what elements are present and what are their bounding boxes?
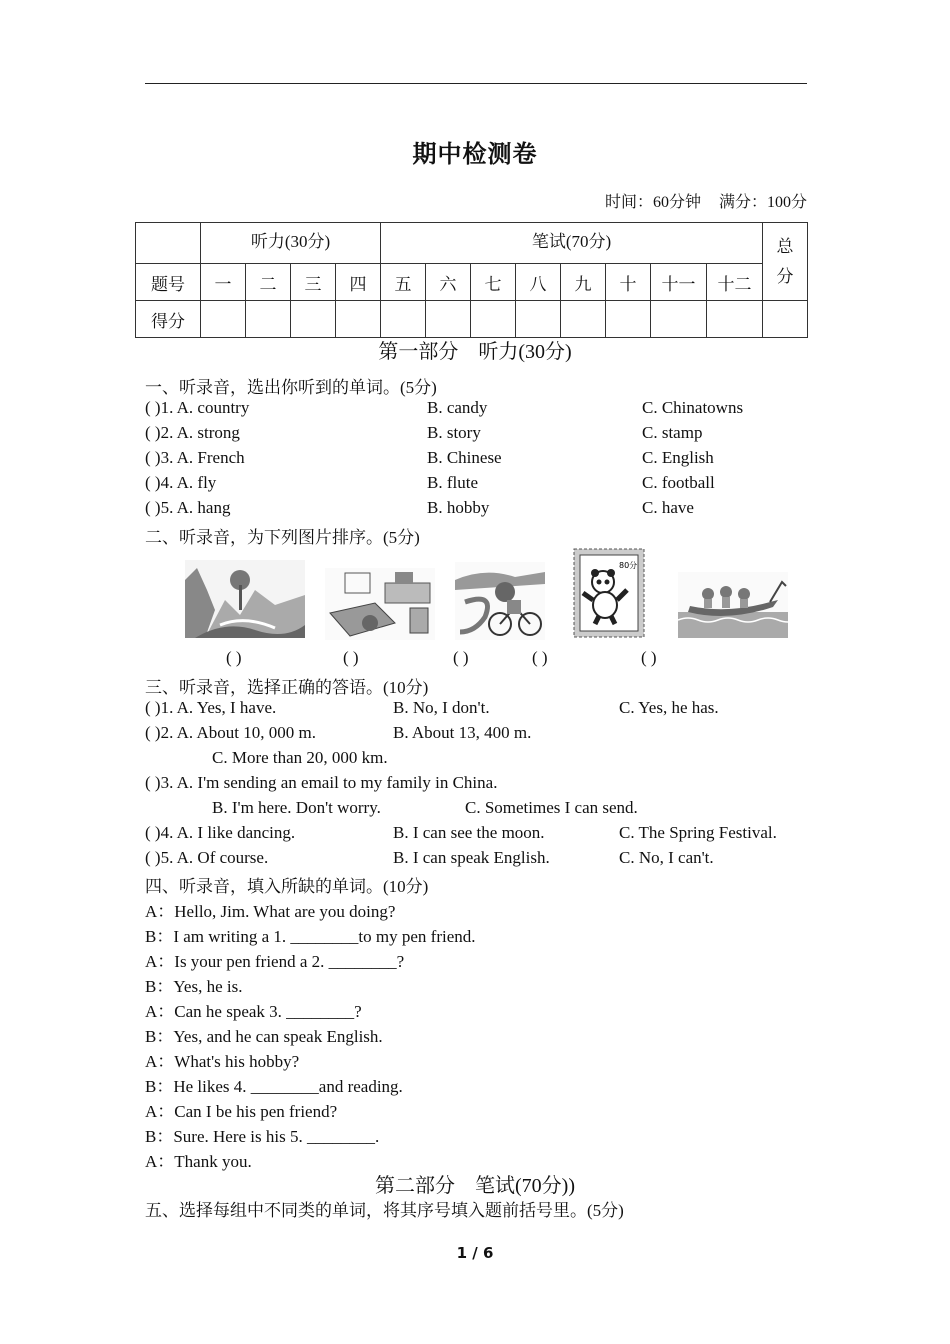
q3-item-c: C. The Spring Festival. (619, 823, 777, 842)
q2-blank[interactable]: ( ) (226, 648, 242, 667)
dialogue-line: A：What's his hobby? (145, 1052, 300, 1071)
question-number: 一 (201, 264, 246, 301)
q3-item-c: C. Sometimes I can send. (465, 798, 638, 817)
q2-blank[interactable]: ( ) (641, 648, 657, 667)
dialogue-line: A：Can I be his pen friend? (145, 1102, 338, 1121)
q1-item-c: C. stamp (642, 423, 703, 442)
score-cell[interactable] (201, 301, 246, 338)
question-number: 八 (516, 264, 561, 301)
q3-item-a: ( )3. A. I'm sending an email to my family in China. (145, 773, 498, 792)
total-top: 总 (776, 236, 794, 256)
dialogue-line: A：Thank you. (145, 1152, 252, 1171)
q4-heading: 四、听录音，填入所缺的单词。(10分) (145, 877, 429, 896)
q1-item-c: C. have (642, 498, 694, 517)
score-table (135, 222, 808, 338)
room-picture (325, 568, 435, 640)
full-score: 满分：100分 (718, 194, 807, 211)
score-cell[interactable] (561, 301, 606, 338)
q1-heading: 一、听录音，选出你听到的单词。(5分) (145, 378, 437, 397)
score-cell[interactable] (291, 301, 336, 338)
q2-blank[interactable]: ( ) (532, 648, 548, 667)
q3-item-c: C. Yes, he has. (619, 698, 719, 717)
part-two-title: 第二部分 笔试(70分)) (375, 1175, 575, 1197)
q3-item-a: ( )5. A. Of course. (145, 848, 269, 867)
q1-item-a: ( )2. A. strong (145, 423, 240, 442)
q3-item-a: ( )2. A. About 10, 000 m. (145, 723, 316, 742)
dialogue-line: B：He likes 4. ________and reading. (145, 1077, 403, 1096)
page-number: 1 / 6 (456, 1244, 494, 1262)
q1-item-b: B. Chinese (427, 448, 502, 467)
score-cell[interactable] (707, 301, 763, 338)
q1-item-a: ( )5. A. hang (145, 498, 231, 517)
dialogue-line: B：I am writing a 1. ________to my pen friend. (145, 927, 476, 946)
q3-item-b: B. I can see the moon. (393, 823, 545, 842)
score-cell[interactable] (606, 301, 651, 338)
question-number: 二 (246, 264, 291, 301)
dialogue-line: A：Is your pen friend a 2. ________? (145, 952, 405, 971)
dialogue-line: A：Hello, Jim. What are you doing? (145, 902, 396, 921)
bike-picture (455, 562, 545, 640)
panda-stamp-picture (573, 548, 645, 638)
stamp-value: 80分 (619, 561, 638, 570)
q1-item-b: B. candy (427, 398, 488, 417)
q1-item-c: C. English (642, 448, 714, 467)
question-number: 十二 (707, 264, 763, 301)
q1-item-a: ( )4. A. fly (145, 473, 217, 492)
q1-item-b: B. hobby (427, 498, 490, 517)
row-label-question: 题号 (136, 264, 201, 301)
question-number: 七 (471, 264, 516, 301)
question-number: 九 (561, 264, 606, 301)
question-number: 三 (291, 264, 336, 301)
q1-item-c: C. football (642, 473, 715, 492)
dialogue-line: B：Yes, he is. (145, 977, 243, 996)
q1-item-b: B. flute (427, 473, 478, 492)
dialogue-line: B：Yes, and he can speak English. (145, 1027, 383, 1046)
q1-item-b: B. story (427, 423, 481, 442)
question-number: 六 (426, 264, 471, 301)
total-bottom: 分 (776, 266, 794, 286)
q3-item-b: B. No, I don't. (393, 698, 490, 717)
q1-item-a: ( )3. A. French (145, 448, 245, 467)
dialogue-line: B：Sure. Here is his 5. ________. (145, 1127, 380, 1146)
question-number: 四 (336, 264, 381, 301)
q2-blank[interactable]: ( ) (343, 648, 359, 667)
q1-item-c: C. Chinatowns (642, 398, 744, 417)
q3-item-c: C. More than 20, 000 km. (212, 748, 388, 767)
q3-item-b: B. About 13, 400 m. (393, 723, 532, 742)
part-one-title: 第一部分 听力(30分) (378, 341, 572, 363)
q3-item-b: B. I can speak English. (393, 848, 550, 867)
question-number: 十一 (651, 264, 707, 301)
score-cell[interactable] (651, 301, 707, 338)
time-limit: 时间：60分钟 (604, 194, 701, 211)
q3-item-b: B. I'm here. Don't worry. (212, 798, 381, 817)
dialogue-line: A：Can he speak 3. ________? (145, 1002, 362, 1021)
row-label-score: 得分 (136, 301, 201, 338)
score-cell[interactable] (381, 301, 426, 338)
q5-heading: 五、选择每组中不同类的单词，将其序号填入题前括号里。(5分) (145, 1201, 624, 1220)
total-header (763, 223, 808, 301)
score-cell[interactable] (471, 301, 516, 338)
listening-header: 听力(30分) (201, 223, 381, 264)
exam-meta (591, 189, 807, 212)
score-cell[interactable] (426, 301, 471, 338)
dragon-boat-picture (678, 572, 788, 638)
landscape-picture (185, 560, 305, 638)
q3-item-a: ( )4. A. I like dancing. (145, 823, 296, 842)
score-cell[interactable] (763, 301, 808, 338)
score-cell[interactable] (516, 301, 561, 338)
question-number: 十 (606, 264, 651, 301)
header-rule (145, 83, 807, 84)
q2-heading: 二、听录音，为下列图片排序。(5分) (145, 528, 420, 547)
writing-header: 笔试(70分) (381, 223, 763, 264)
score-cell[interactable] (246, 301, 291, 338)
q1-item-a: ( )1. A. country (145, 398, 250, 417)
q3-item-a: ( )1. A. Yes, I have. (145, 698, 277, 717)
score-cell[interactable] (336, 301, 381, 338)
q3-item-c: C. No, I can't. (619, 848, 714, 867)
page-title: 期中检测卷 (412, 140, 538, 168)
q3-heading: 三、听录音，选择正确的答语。(10分) (145, 678, 429, 697)
q2-blank[interactable]: ( ) (453, 648, 469, 667)
question-number: 五 (381, 264, 426, 301)
